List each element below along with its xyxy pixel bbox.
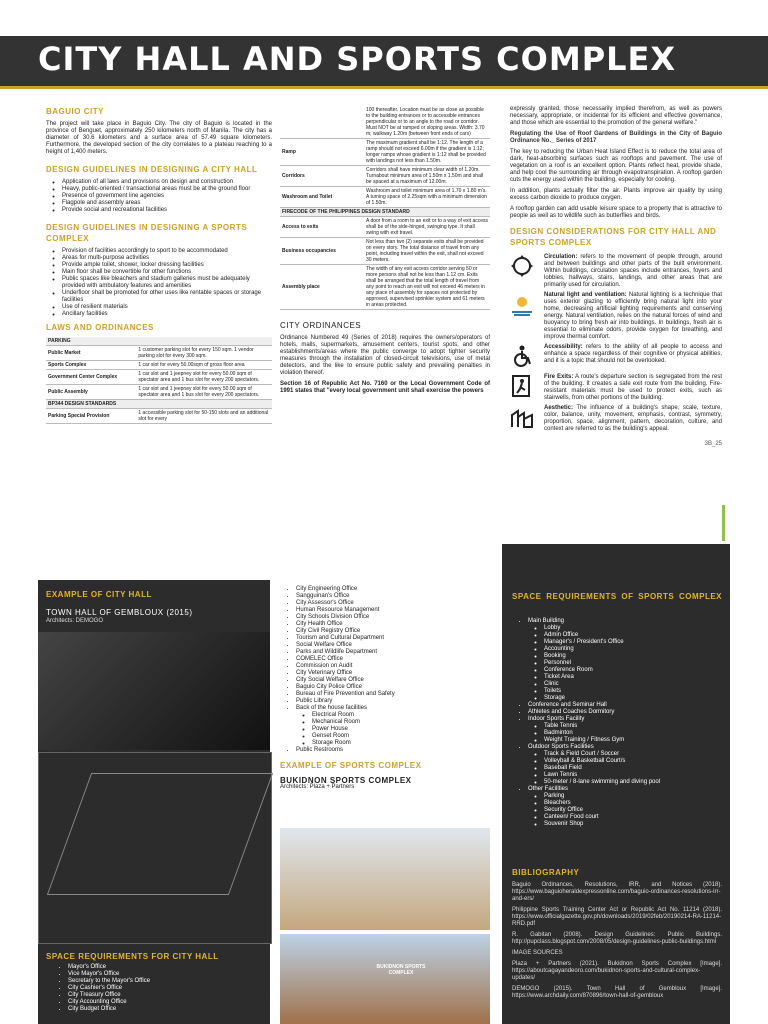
list-item: • City Budget Office <box>68 1006 150 1013</box>
consideration-body: A route's departure section is segregated from the rest of the building. It creates a safe exit route from the building. Fire-resistant materials must be used to protect exits, such as stairwells, from other portions of the building. <box>544 374 722 401</box>
list-item: ◦ Main floor shall be convertible for other functions <box>62 269 272 276</box>
table-cell: The width of any exit access corridor serving 50 or more persons shall not be less than 1.12 cm. Exits shall be arranged that the total length of travel from any point to reach an exit will not exceed 46 meters in any place of assembly for spaces not protected by approved, supervised sprinkler system and 61 meters in areas protected. <box>364 265 490 310</box>
table-row <box>46 400 272 409</box>
sports-space-list <box>512 618 722 828</box>
list-item: ◦ 50-meter / 8-lane swimming and diving pool <box>544 779 722 786</box>
list-item: ◦ Provide ample toilet, shower, locker dressing facilities <box>62 262 272 269</box>
icon-slot <box>510 344 544 371</box>
bibliography-entry: Baguio Ordinances, Resolutions, IRR, and Notices (2018). https://www.baguioheraldexpressonline.com/baguio-ordinances-resolutions-irr-and-ers/ <box>512 882 722 902</box>
consideration-item <box>510 254 722 289</box>
bukidnon-aerial-photo <box>280 828 490 930</box>
sports-example-column <box>280 586 494 791</box>
baguio-heading: BAGUIO CITY <box>46 107 104 116</box>
list-item: • Human Resource Management <box>296 607 494 614</box>
list-item: ◦ Power House <box>312 726 494 733</box>
consideration-title: Circulation: <box>544 254 578 260</box>
sports-architects: Architects: Plaza + Partners <box>280 784 355 790</box>
table-cell: 1 car slot for every 50.00sqm of gross floor area <box>136 361 272 370</box>
table-cell: Washroom and toilet minimum area of 1.70 x 1.80 m's. A turning space of 2.25sqm with a minimum dimension of 1.50m. <box>364 187 490 208</box>
page-title: CITY HALL AND SPORTS COMPLEX <box>38 40 677 78</box>
table-cell: BP344 DESIGN STANDARDS <box>46 400 136 409</box>
aesthetic-icon <box>510 405 534 429</box>
title-banner <box>0 36 768 86</box>
dg-city-list <box>46 179 272 214</box>
consideration-title: Natural light and ventilation: <box>544 292 627 298</box>
list-item: ◦ Flagpole and assembly areas <box>62 200 272 207</box>
list-item: • Social Welfare Office <box>296 642 494 649</box>
list-item: • City Cashier's Office <box>68 985 150 992</box>
image-source-entry: DEMOGO (2015). Town Hall of Gembloux [Image]. https://www.archdaily.com/870896/town-hall-of-gembloux <box>512 986 722 999</box>
table-row <box>46 370 272 385</box>
dg-city-heading: DESIGN GUIDELINES IN DESIGNING A CITY HALL <box>46 165 258 174</box>
consideration-item <box>510 344 722 371</box>
list-item: ◦ Electrical Room <box>312 712 494 719</box>
table-cell: 100 thereafter. Location must be as close as possible to the building entrances or to accessible entrances perpendicular or to an angle to the road or corridor. Must NOT be at ramped or sloping areas. Width: 3.70 m; walkway 1.20m (between front ends of cars) <box>364 106 490 139</box>
table-cell <box>136 400 272 409</box>
list-item: ◦ Areas for multi-purpose activities <box>62 255 272 262</box>
table-cell <box>280 106 364 139</box>
list-item: • City Accounting Office <box>68 999 150 1006</box>
column-1 <box>46 108 272 424</box>
list-item: • Secretary to the Mayor's Office <box>68 978 150 985</box>
gembloux-photo <box>38 632 270 750</box>
list-item: ◦ Provide social and recreational facilities <box>62 207 272 214</box>
city-ordinance-paragraph: Section 16 of Republic Act No. 7160 or the Local Government Code of 1991 states that "every local government unit shall exercise the powers <box>280 381 490 394</box>
consideration-item <box>510 374 722 402</box>
list-item: • Baguio City Police Office <box>296 684 494 691</box>
table-cell: FIRECODE OF THE PHILIPPINES DESIGN STANDARD <box>280 208 490 217</box>
list-item: ◦ Booking <box>544 653 722 660</box>
city-ordinance-paragraph: Ordinance Numbered 49 (Series of 2018) requires the owners/operators of hotels, malls, supermarkets, amusement centers, tourist spots, and other establishments/areas where the public converge to adopt tighter security measures through the installation of closed-circuit televisions, use of metal detectors, and the like to ensure public safety and prevailing penalties in violation thereof. <box>280 335 490 376</box>
list-item: • Conference and Seminar Hall <box>528 702 722 709</box>
icon-slot <box>510 254 544 289</box>
image-sources-heading: IMAGE SOURCES <box>512 950 563 956</box>
table-row <box>280 166 490 187</box>
table-row <box>280 106 490 139</box>
table-cell <box>136 337 272 346</box>
table-row <box>46 409 272 424</box>
table-cell: 1 customer parking slot for every 150 sqm. 1 vendor parking slot for every 300 sqm. <box>136 346 272 361</box>
list-item: • Public Library <box>296 698 494 705</box>
list-item: ◦ Genset Room <box>312 733 494 740</box>
table-cell: 1 car slot and 1 jeepney slot for every 50.00 sqm of spectator area and 1 bus slot for every 200 spectators. <box>136 385 272 400</box>
list-item: • Parks and Wildlife Department <box>296 649 494 656</box>
parking-table <box>46 337 272 424</box>
list-item: ◦ Accounting <box>544 646 722 653</box>
list-item: • Back of the house facilities <box>296 705 494 712</box>
dg-sports-heading: DESIGN GUIDELINES IN DESIGNING A SPORTS COMPLEX <box>46 223 248 243</box>
list-item: ◦ Baseball Field <box>544 765 722 772</box>
consideration-body: refers to the ability of all people to access and enhance a space regardless of their cognitive or physical abilities, and it is a topic that should not be overlooked. <box>544 344 722 364</box>
table-cell: Business occupancies <box>280 238 364 265</box>
list-item: • City Engineering Office <box>296 586 494 593</box>
page-number: 3B_25 <box>704 441 722 447</box>
list-item: ◦ Souvenir Shop <box>544 821 722 828</box>
table-row <box>280 265 490 310</box>
list-item: ◦ Parking <box>544 793 722 800</box>
list-item: • City Civil Registry Office <box>296 628 494 635</box>
icon-slot <box>510 292 544 341</box>
bukidnon-entrance-photo <box>280 934 490 1024</box>
city-hall-example-heading: EXAMPLE OF CITY HALL <box>46 590 152 599</box>
table-cell: Access to exits <box>280 217 364 238</box>
icon-slot <box>510 374 544 402</box>
list-item: • Main Building <box>528 618 722 625</box>
list-item: • Other Facilities <box>528 786 722 793</box>
top-margin <box>0 0 768 36</box>
list-item: ◦ Badminton <box>544 730 722 737</box>
table-cell: 1 car slot and 1 jeepney slot for every 50.00 sqm of spectator area and 1 bus slot for every 200 spectators. <box>136 370 272 385</box>
bibliography-heading: BIBLIOGRAPHY <box>512 868 580 877</box>
table-row <box>280 208 490 217</box>
table-cell: The maximum gradient shall be 1:12. The length of a ramp should not exceed 6.00m if the gradient is 1:12; longer ramps whose gradient is 1:12 shall be provided with landings not less than 1.50m. <box>364 139 490 166</box>
list-item: ◦ Public spaces like bleachers and stadium galleries must be adequately provided with ambulatory features and amenities <box>62 276 272 290</box>
list-item: • City Treasury Office <box>68 992 150 999</box>
gold-divider <box>0 86 768 89</box>
table-cell: Corridors shall have minimum clear width of 1.20m. Turnabout minimum area of 1.50m x 1.50m and shall be spaced at a maximum of 12.00m. <box>364 166 490 187</box>
dg-sports-list <box>46 248 272 318</box>
table-cell: Ramp <box>280 139 364 166</box>
sports-example-heading: EXAMPLE OF SPORTS COMPLEX <box>280 761 422 770</box>
accessibility-icon <box>510 344 534 368</box>
list-item: • Sangguinan's Office <box>296 593 494 600</box>
list-item: ◦ Ticket Area <box>544 674 722 681</box>
list-item: ◦ Lobby <box>544 625 722 632</box>
list-item: • Outdoor Sports Facilities <box>528 744 722 751</box>
list-item: ◦ Table Tennis <box>544 723 722 730</box>
list-item: ◦ Use of resilient materials <box>62 304 272 311</box>
paragraph: expressly granted, those necessarily implied therefrom, as well as powers necessary, appropriate, or incidental for its efficient and effective governance, and those which are essential to the promotion of the general welfare." <box>510 106 722 126</box>
other-sublist <box>528 793 722 828</box>
consideration-body: Natural lighting is a technique that uses exterior glazing to efficiently bring natural light into your home, decreasing artificial lighting requirements and conserving energy. Natural ventilation, relies on the natural forces of wind and buoyancy to bring fresh air into buildings. In buildings, fresh air is essential to eliminate odors, provide oxygen for breathing, and improve thermal comfort. <box>544 292 722 340</box>
list-item: • Public Restrooms <box>296 747 494 754</box>
bibliography-entry: R. Gabitan (2008). Design Guidelines: Public Buildings. http://pupclass.blogspot.com/2008/05/design-guidelines-public-buildings.html <box>512 932 722 945</box>
table-cell: Public Assembly <box>46 385 136 400</box>
indoor-sublist <box>528 723 722 744</box>
list-item: • Indoor Sports Facility <box>528 716 722 723</box>
table-row <box>280 139 490 166</box>
list-item: ◦ Volleyball & Basketball Court/s <box>544 758 722 765</box>
roof-garden-heading: Regulating the Use of Roof Gardens of Buildings in the City of Baguio Ordinance No._ Series of 2017 <box>510 131 722 144</box>
list-item: • Tourism and Cultural Department <box>296 635 494 642</box>
list-item: ◦ Application of all laws and provisions on design and construction <box>62 179 272 186</box>
table-cell: Washroom and Toilet <box>280 187 364 208</box>
table-cell: Public Market <box>46 346 136 361</box>
table-row <box>46 346 272 361</box>
list-item: • Bureau of Fire Prevention and Safety <box>296 691 494 698</box>
laws-heading: LAWS AND ORDINANCES <box>46 323 154 332</box>
icon-slot <box>510 405 544 433</box>
list-item: • Athletes and Coaches Dormitory <box>528 709 722 716</box>
bibliography-list <box>512 882 722 1004</box>
list-item: ◦ Canteen/ Food court <box>544 814 722 821</box>
circulation-icon <box>510 254 534 278</box>
list-item: ◦ Personnel <box>544 660 722 667</box>
list-item: ◦ Security Office <box>544 807 722 814</box>
consideration-text <box>544 292 722 341</box>
gembloux-floor-plan <box>38 752 272 944</box>
design-considerations-heading: DESIGN CONSIDERATIONS FOR CITY HALL AND SPORTS COMPLEX <box>510 227 717 247</box>
table-cell: Government Center Complex <box>46 370 136 385</box>
list-item: ◦ Presence of government line agencies <box>62 193 272 200</box>
paragraph: A rooftop garden can add usable leisure space to a property that is attractive to people as well as to wildlife such as butterflies and birds. <box>510 206 722 219</box>
list-item: ◦ Track & Field Court / Soccer <box>544 751 722 758</box>
image-source-entry: Plaza + Partners (2021). Bukidnon Sports Complex [Image]. https://aboutcagayandeoro.com/bukidnon-sports-and-cultural-complex-updates/ <box>512 961 722 981</box>
list-item: ◦ Storage Room <box>312 740 494 747</box>
baguio-text: The project will take place in Baguio City. The city of Baguio is located in the province of Benguet, approximately 250 kilometers north of Manila. The city has a diameter of 30.6 kilometers and a surface area of 57.49 square kilometers. Furthermore, the developed section of the city correlates to a plateau reaching to a height of 1,400 meters. <box>46 121 272 155</box>
column-3 <box>510 106 722 448</box>
list-item: ◦ Clinic <box>544 681 722 688</box>
table-row <box>280 217 490 238</box>
list-item: ◦ Manager's / President's Office <box>544 639 722 646</box>
consideration-text <box>544 405 722 433</box>
paragraph: In addition, plants actually filter the air. Plants improve air quality by using excess carbon dioxide to produce oxygen. <box>510 188 722 201</box>
list-item: • City Health Office <box>296 621 494 628</box>
city-hall-space-list <box>52 964 150 1013</box>
table-row <box>46 385 272 400</box>
list-item: ◦ Conference Room <box>544 667 722 674</box>
table-cell: Sports Complex <box>46 361 136 370</box>
consideration-title: Accessibility: <box>544 344 583 350</box>
consideration-item <box>510 405 722 433</box>
list-item: ◦ Bleachers <box>544 800 722 807</box>
city-hall-space-list-continued <box>280 586 494 754</box>
consideration-text <box>544 374 722 402</box>
list-item: • COMELEC Office <box>296 656 494 663</box>
table-cell: Not less than two (2) separate exits shall be provided on every story. The total distance of travel from any point, including travel within the exit, shall not exceed 30 meters. <box>364 238 490 265</box>
consideration-text <box>544 254 722 289</box>
sports-example-subtitle: BUKIDNON SPORTS COMPLEX <box>280 776 412 785</box>
sports-space-panel <box>502 544 730 1024</box>
city-hall-architects: Architects: DEMOGO <box>46 618 104 624</box>
table-cell: PARKING <box>46 337 136 346</box>
table-cell: Parking Special Provision <box>46 409 136 424</box>
table-row <box>46 337 272 346</box>
table-cell: 1 accessible parking slot for 50-150 slots and an additional slot for every <box>136 409 272 424</box>
table-cell: A door from a room to an exit or to a way of exit access shall be of the side-hinged, swinging type. It shall swing with exit travel. <box>366 218 488 236</box>
list-item: ◦ Lawn Tennis <box>544 772 722 779</box>
back-of-house-sublist <box>296 712 494 747</box>
space-req-city-hall-heading: SPACE REQUIREMENTS FOR CITY HALL <box>46 952 219 961</box>
sports-main-list <box>512 618 722 828</box>
table-row <box>280 238 490 265</box>
consideration-title: Aesthetic: <box>544 405 574 411</box>
main-building-sublist <box>528 625 722 702</box>
list-item: • Mayor's Office <box>68 964 150 971</box>
list-item: • Commission on Audit <box>296 663 494 670</box>
sports-space-heading: SPACE REQUIREMENTS OF SPORTS COMPLEX <box>512 592 722 601</box>
table-cell: Corridors <box>280 166 364 187</box>
green-marker <box>722 505 725 541</box>
list-item: ◦ Storage <box>544 695 722 702</box>
list-item: ◦ Provision of facilities accordingly to sport to be accommodated <box>62 248 272 255</box>
outdoor-sublist <box>528 751 722 786</box>
paragraph: The key to reducing the Urban Heat Island Effect is to reduce the total area of dark, heat-absorbing surfaces such as rooftops and pavement. The use of vegetation on a roof is an excellent option. Plants reflect heat, provide shade, and help cool the surrounding air through evapotranspiration. A rooftop garden cuts the energy used within the building, especially for cooling. <box>510 149 722 183</box>
list-item: ◦ Underfloor shall be promoted for other uses like rentable spaces or storage facilities <box>62 290 272 304</box>
list-item: ◦ Admin Office <box>544 632 722 639</box>
fire-exit-icon <box>510 374 534 398</box>
table-row <box>46 361 272 370</box>
consideration-body: refers to the movement of people through, around and between buildings and other parts of the built environment. Within buildings, circulation spaces include entrances, foyers and lobbies, hallways, stairs, landings, and other areas that are primarily used for circulation. <box>544 254 722 288</box>
list-item: • Vice Mayor's Office <box>68 971 150 978</box>
table-cell: Assembly place <box>280 265 364 310</box>
list-item: • City Schools Division Office <box>296 614 494 621</box>
consideration-item <box>510 292 722 341</box>
list-item: ◦ Ancillary facilities <box>62 311 272 318</box>
bukidnon-sign: BUKIDNON SPORTS COMPLEX <box>376 964 426 976</box>
list-item: ◦ Mechanical Room <box>312 719 494 726</box>
consideration-title: Fire Exits: <box>544 374 574 380</box>
table-row <box>280 187 490 208</box>
city-hall-example-subtitle: TOWN HALL OF GEMBLOUX (2015) <box>46 608 193 617</box>
sun-icon <box>510 292 534 316</box>
list-item: ◦ Heavy, public-oriented / transactional areas must be at the ground floor <box>62 186 272 193</box>
city-ordinances-heading: CITY ORDINANCES <box>280 321 362 330</box>
list-item: ◦ Toilets <box>544 688 722 695</box>
city-hall-example-panel <box>38 580 270 1024</box>
list-item: • City Assessor's Office <box>296 600 494 607</box>
consideration-text <box>544 344 722 371</box>
list-item: • City Social Welfare Office <box>296 677 494 684</box>
column-2 <box>280 106 490 399</box>
bibliography-entry: Philippine Sports Training Center Act or Republic Act No. 11214 (2018). https://www.officialgazette.gov.ph/downloads/2019/02feb/20190214-RA-11214-RRD.pdf <box>512 907 722 927</box>
list-item: • City Veterinary Office <box>296 670 494 677</box>
consideration-body: The influence of a building's shape, scale, texture, color, balance, unity, movement, emphasis, contrast, symmetry, proportion, space, alignment, pattern, decoration, culture, and context are referred to as the building's appeal. <box>544 405 722 432</box>
bp344-table <box>280 106 490 310</box>
list-item: ◦ Weight Training / Fitness Gym <box>544 737 722 744</box>
